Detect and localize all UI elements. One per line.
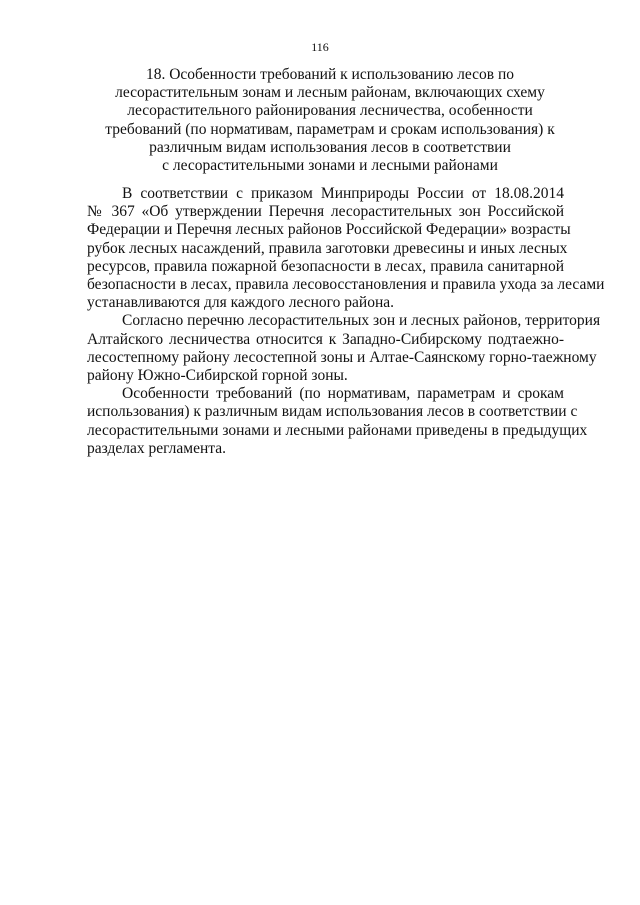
heading-line: требований (по нормативам, параметрам и срокам использования) к	[105, 120, 555, 138]
paragraph-line: лесорастительными зонами и лесными районами приведены в предыдущих	[87, 421, 588, 439]
paragraph-requirements-reference	[87, 385, 588, 458]
page-number: 116	[311, 40, 329, 54]
paragraph-altai-forestry-zone	[87, 312, 601, 385]
paragraph-line: Согласно перечню лесорастительных зон и лесных районов, территория	[122, 312, 601, 330]
heading-line: различным видам использования лесов в соответствии	[149, 138, 511, 156]
section-heading	[95, 66, 565, 175]
heading-line: с лесорастительными зонами и лесными районами	[162, 157, 498, 175]
paragraph-line: Особенности требований (по нормативам, параметрам и срокам	[122, 385, 564, 403]
paragraph-line: лесостепному району лесостепной зоны и Алтае-Саянскому горно-таежному	[87, 348, 597, 366]
paragraph-forest-regions-order	[87, 185, 605, 312]
document-body	[87, 185, 605, 458]
paragraph-line: району Южно-Сибирской горной зоны.	[87, 367, 348, 385]
paragraph-line: № 367 «Об утверждении Перечня лесорастительных зон Российской	[87, 203, 564, 221]
paragraph-line: использования) к различным видам использования лесов в соответствии с	[87, 403, 578, 421]
paragraph-line: безопасности в лесах, правила лесовосстановления и правила ухода за лесами	[87, 276, 605, 294]
paragraph-line: В соответствии с приказом Минприроды России от 18.08.2014	[122, 185, 564, 202]
heading-line: 18. Особенности требований к использованию лесов по	[145, 66, 515, 83]
paragraph-line: ресурсов, правила пожарной безопасности в лесах, правила санитарной	[87, 257, 564, 275]
paragraph-line: Алтайского лесничества относится к Западно-Сибирскому подтаежно-	[87, 330, 564, 348]
paragraph-line: разделах регламента.	[87, 439, 226, 457]
heading-line: лесорастительного районирования лесничества, особенности	[127, 102, 533, 120]
paragraph-line: рубок лесных насаждений, правила заготовки древесины и иных лесных	[87, 239, 568, 257]
heading-line: лесорастительным зонам и лесным районам, включающих схему	[115, 84, 545, 102]
paragraph-line: Федерации и Перечня лесных районов Российской Федерации» возрасты	[87, 221, 571, 239]
paragraph-line: устанавливаются для каждого лесного района.	[87, 294, 394, 312]
